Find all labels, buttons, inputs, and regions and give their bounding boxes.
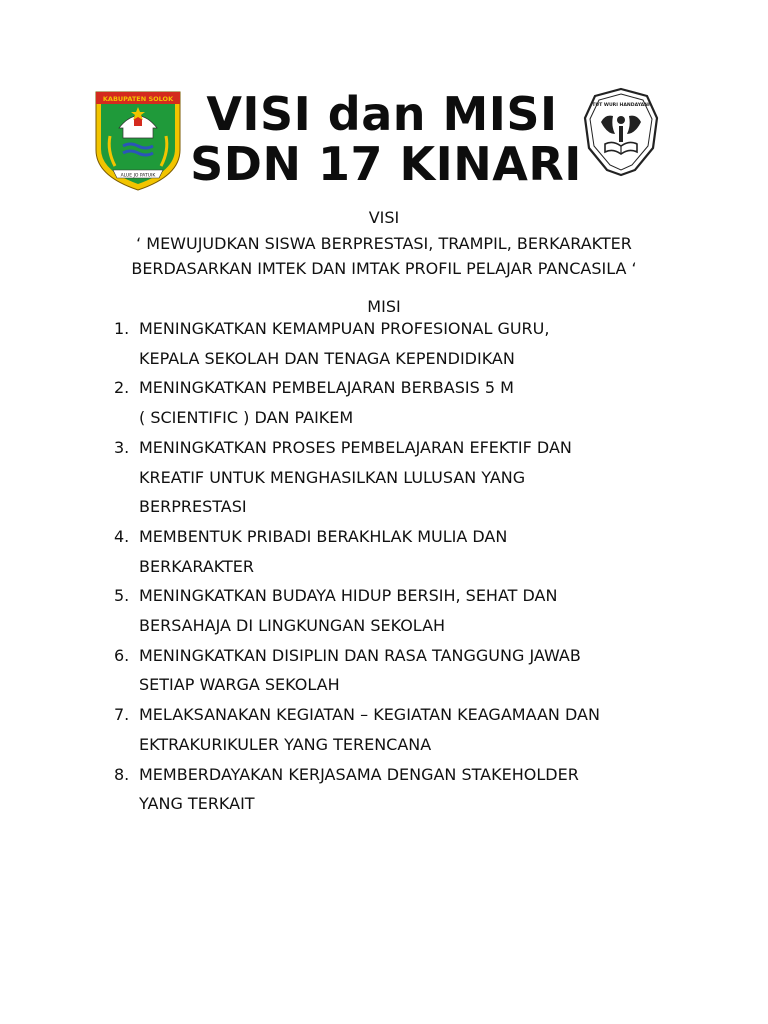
misi-item-number: 1. [114, 319, 130, 338]
misi-item-text: MELAKSANAKAN KEGIATAN – KEGIATAN KEAGAMAAN DAN EKTRAKURIKULER YANG TERENCANA [139, 705, 600, 754]
misi-item-6 [114, 641, 684, 700]
misi-item-7 [114, 700, 684, 759]
misi-item-8 [114, 760, 684, 819]
misi-item-number: 6. [114, 645, 130, 665]
misi-item-5 [114, 581, 684, 640]
misi-item-number: 5. [114, 586, 130, 606]
misi-item-3 [114, 433, 684, 522]
misi-heading: MISI [367, 297, 401, 316]
misi-item-1 [114, 314, 684, 373]
misi-item-number: 7. [114, 705, 130, 725]
misi-item-4 [114, 522, 684, 581]
misi-item-number: 4. [114, 526, 130, 546]
misi-item-text: MEMBENTUK PRIBADI BERAKHLAK MULIA DAN BERKARAKTER [139, 526, 508, 576]
misi-item-text: MEMBERDAYAKAN KERJASAMA DENGAN STAKEHOLDER YANG TERKAIT [139, 764, 579, 814]
page-title-line-1: VISI dan MISI [206, 87, 558, 141]
misi-item-number: 3. [114, 437, 130, 457]
visi-heading: VISI [368, 208, 400, 227]
logo-left-top-text: KABUPATEN SOLOK [102, 95, 174, 103]
misi-item-number: 2. [114, 378, 130, 398]
misi-item-text: MENINGKATKAN PEMBELAJARAN BERBASIS 5 M ( SCIENTIFIC ) DAN PAIKEM [139, 378, 514, 428]
logo-right-motto-text: TUT WURI HANDAYANI [592, 103, 650, 108]
misi-item-text: MENINGKATKAN KEMAMPUAN PROFESIONAL GURU, KEPALA SEKOLAH DAN TENAGA KEPENDIDIKAN [139, 319, 550, 368]
tut-wuri-handayani-emblem-icon [581, 86, 661, 178]
misi-item-number: 8. [114, 764, 130, 784]
misi-list [114, 314, 684, 819]
misi-item-text: MENINGKATKAN PROSES PEMBELAJARAN EFEKTIF DAN KREATIF UNTUK MENGHASILKAN LULUSAN YANG BERPRESTASI [139, 437, 572, 517]
visi-statement: ‘ MEWUJUDKAN SISWA BERPRESTASI, TRAMPIL, BERKARAKTER BERDASARKAN IMTEK DAN IMTAK PROFIL PELAJAR PANCASILA ‘ [131, 234, 637, 278]
misi-item-text: MENINGKATKAN DISIPLIN DAN RASA TANGGUNG JAWAB SETIAP WARGA SEKOLAH [139, 645, 581, 695]
misi-item-text: MENINGKATKAN BUDAYA HIDUP BERSIH, SEHAT DAN BERSAHAJA DI LINGKUNGAN SEKOLAH [139, 586, 558, 636]
page-title-line-2: SDN 17 KINARI [190, 137, 582, 191]
logo-left-motto-text: ALUE JO PATUIK [120, 173, 156, 179]
misi-item-2 [114, 373, 684, 432]
